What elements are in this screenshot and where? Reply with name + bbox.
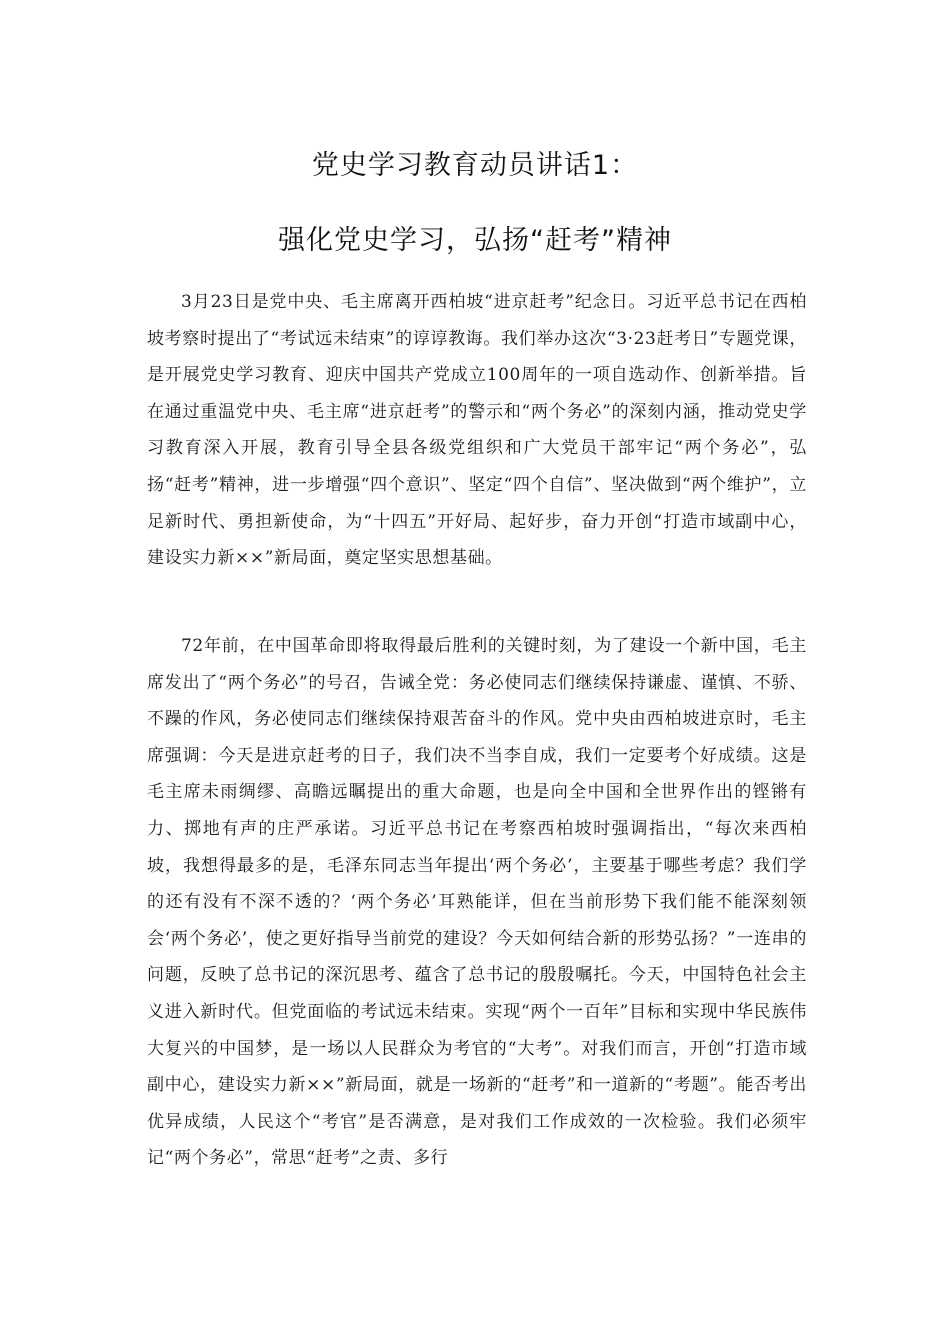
document-title-line2: 强化党史学习，弘扬“赶考”精神 [278, 225, 672, 256]
document-title-line1: 党史学习教育动员讲话1： [311, 150, 639, 181]
body-paragraph-2: 72年前，在中国革命即将取得最后胜利的关键时刻，为了建设一个新中国，毛主席发出了“两个务必”的号召，告诫全党：务必使同志们继续保持谦虚、谨慎、不骄、不躁的作风，务必使同志们继续保持艰苦奋斗的作风。党中央由西柏坡进京时，毛主席强调：今天是进京赶考的日子，我们决不当李自成，我们一定要考个好成绩。这是毛主席未雨绸缪、高瞻远瞩提出的重大命题，也是向全中国和全世界作出的铿锵有力、掷地有声的庄严承诺。习近平总书记在考察西柏坡时强调指出，“每次来西柏坡，我想得最多的是，毛泽东同志当年提出‘两个务必’，主要基于哪些考虑？我们学的还有没有不深不透的？‘两个务必’耳熟能详，但在当前形势下我们能不能深刻领会‘两个务必’，使之更好指导当前党的建设？今天如何结合新的形势弘扬？”一连串的问题，反映了总书记的深沉思考、蕴含了总书记的殷殷嘱托。今天，中国特色社会主义进入新时代。但党面临的考试远未结束。实现“两个一百年”目标和实现中华民族伟大复兴的中国梦，是一场以人民群众为考官的“大考”。对我们而言，开创“打造市域副中心，建设实力新××”新局面，就是一场新的“赶考”和一道新的“考题”。能否考出优异成绩，人民这个“考官”是否满意，是对我们工作成效的一次检验。我们必须牢记“两个务必”，常思“赶考”之责、多行 [147, 636, 807, 1169]
body-paragraph-1: 3月23日是党中央、毛主席离开西柏坡“进京赶考”纪念日。习近平总书记在西柏坡考察时提出了“考试远未结束”的谆谆教诲。我们举办这次“3·23赶考日”专题党课，是开展党史学习教育、迎庆中国共产党成立100周年的一项自选动作、创新举措。旨在通过重温党中央、毛主席“进京赶考”的警示和“两个务必”的深刻内涵，推动党史学习教育深入开展，教育引导全县各级党组织和广大党员干部牢记“两个务必”，弘扬“赶考”精神，进一步增强“四个意识”、坚定“四个自信”、坚决做到“两个维护”，立足新时代、勇担新使命，为“十四五”开好局、起好步，奋力开创“打造市域副中心，建设实力新××”新局面，奠定坚实思想基础。 [147, 292, 807, 569]
